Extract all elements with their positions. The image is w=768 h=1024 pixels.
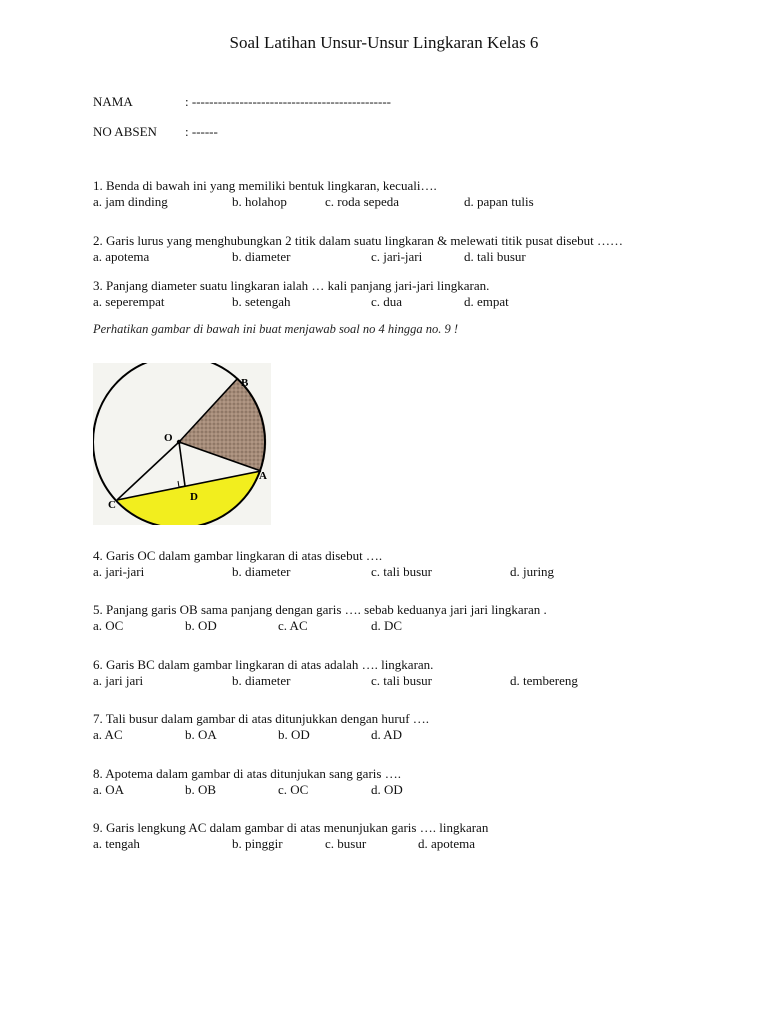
circle-diagram xyxy=(93,363,271,525)
option-d: d. empat xyxy=(464,294,509,309)
option-b: b. diameter xyxy=(232,564,291,579)
question-2-text: 2. Garis lurus yang menghubungkan 2 titik dalam suatu lingkaran & melewati titik pusat disebut …… xyxy=(93,233,624,248)
question-2-options xyxy=(93,249,623,265)
option-c: c. dua xyxy=(371,294,403,309)
question-6-options xyxy=(93,673,578,689)
option-b: b. pinggir xyxy=(232,836,283,851)
page-title: Soal Latihan Unsur-Unsur Lingkaran Kelas 6 xyxy=(229,33,539,52)
figure-instruction: Perhatikan gambar di bawah ini buat menjawab soal no 4 hingga no. 9 ! xyxy=(93,322,459,336)
option-c: c. OC xyxy=(278,782,309,797)
question-8-text: 8. Apotema dalam gambar di atas ditunjukan sang garis …. xyxy=(93,766,401,781)
label-a: A xyxy=(259,470,267,482)
option-c: c. roda sepeda xyxy=(325,194,399,209)
question-7 xyxy=(93,711,429,743)
label-c: C xyxy=(108,499,116,511)
circle-figure xyxy=(93,363,271,525)
question-5 xyxy=(93,602,547,634)
question-6 xyxy=(93,657,578,689)
label-d: D xyxy=(190,491,198,503)
option-c: c. jari-jari xyxy=(371,249,423,264)
name-label: NAMA xyxy=(93,94,133,109)
label-b: B xyxy=(241,377,249,389)
question-9-text: 9. Garis lengkung AC dalam gambar di atas menunjukan garis …. lingkaran xyxy=(93,820,489,835)
option-a: a. apotema xyxy=(93,249,150,264)
option-a: a. jam dinding xyxy=(93,194,168,209)
question-6-text: 6. Garis BC dalam gambar lingkaran di atas adalah …. lingkaran. xyxy=(93,657,434,672)
option-b: b. OB xyxy=(185,782,217,797)
option-a: a. AC xyxy=(93,727,123,742)
option-c: c. tali busur xyxy=(371,673,433,688)
name-field xyxy=(93,94,391,110)
option-d: d. juring xyxy=(510,564,555,579)
absen-field xyxy=(93,124,218,140)
question-1-options xyxy=(93,194,534,210)
question-3 xyxy=(93,278,509,310)
option-b: b. diameter xyxy=(232,673,291,688)
option-d: d. OD xyxy=(371,782,403,797)
question-2 xyxy=(93,233,623,265)
option-a: a. OA xyxy=(93,782,125,797)
question-9 xyxy=(93,820,488,852)
option-a: a. jari-jari xyxy=(93,564,145,579)
question-5-text: 5. Panjang garis OB sama panjang dengan garis …. sebab keduanya jari jari lingkaran . xyxy=(93,602,547,617)
option-b: b. holahop xyxy=(232,194,287,209)
option-d: d. tembereng xyxy=(510,673,578,688)
name-blank: : ---------------------------------------------- xyxy=(185,94,392,109)
question-8 xyxy=(93,766,401,798)
option-a: a. jari jari xyxy=(93,673,144,688)
option-d: d. papan tulis xyxy=(464,194,534,209)
option-a: a. tengah xyxy=(93,836,140,851)
question-5-options xyxy=(93,618,547,634)
center-point xyxy=(177,440,181,444)
option-b: b. setengah xyxy=(232,294,291,309)
option-d: d. AD xyxy=(371,727,403,742)
question-1-text: 1. Benda di bawah ini yang memiliki bentuk lingkaran, kecuali…. xyxy=(93,178,437,193)
option-b: b. OD xyxy=(185,618,217,633)
option-d: d. tali busur xyxy=(464,249,526,264)
question-3-options xyxy=(93,294,509,310)
question-7-text: 7. Tali busur dalam gambar di atas ditunjukkan dengan huruf …. xyxy=(93,711,430,726)
absen-blank: : ------ xyxy=(185,124,218,139)
question-9-options xyxy=(93,836,488,852)
option-b: b. OA xyxy=(185,727,217,742)
question-3-text: 3. Panjang diameter suatu lingkaran ialah … kali panjang jari-jari lingkaran. xyxy=(93,278,490,293)
option-c: b. OD xyxy=(278,727,310,742)
option-b: b. diameter xyxy=(232,249,291,264)
option-c: c. busur xyxy=(325,836,367,851)
label-o: O xyxy=(164,432,173,444)
option-a: a. seperempat xyxy=(93,294,165,309)
question-4 xyxy=(93,548,555,580)
option-c: c. tali busur xyxy=(371,564,433,579)
question-1 xyxy=(93,178,534,210)
option-d: d. apotema xyxy=(418,836,476,851)
question-8-options xyxy=(93,782,401,798)
question-4-options xyxy=(93,564,555,580)
question-4-text: 4. Garis OC dalam gambar lingkaran di atas disebut …. xyxy=(93,548,383,563)
option-a: a. OC xyxy=(93,618,124,633)
option-d: d. DC xyxy=(371,618,403,633)
question-7-options xyxy=(93,727,429,743)
absen-label: NO ABSEN xyxy=(93,124,157,139)
option-c: c. AC xyxy=(278,618,308,633)
